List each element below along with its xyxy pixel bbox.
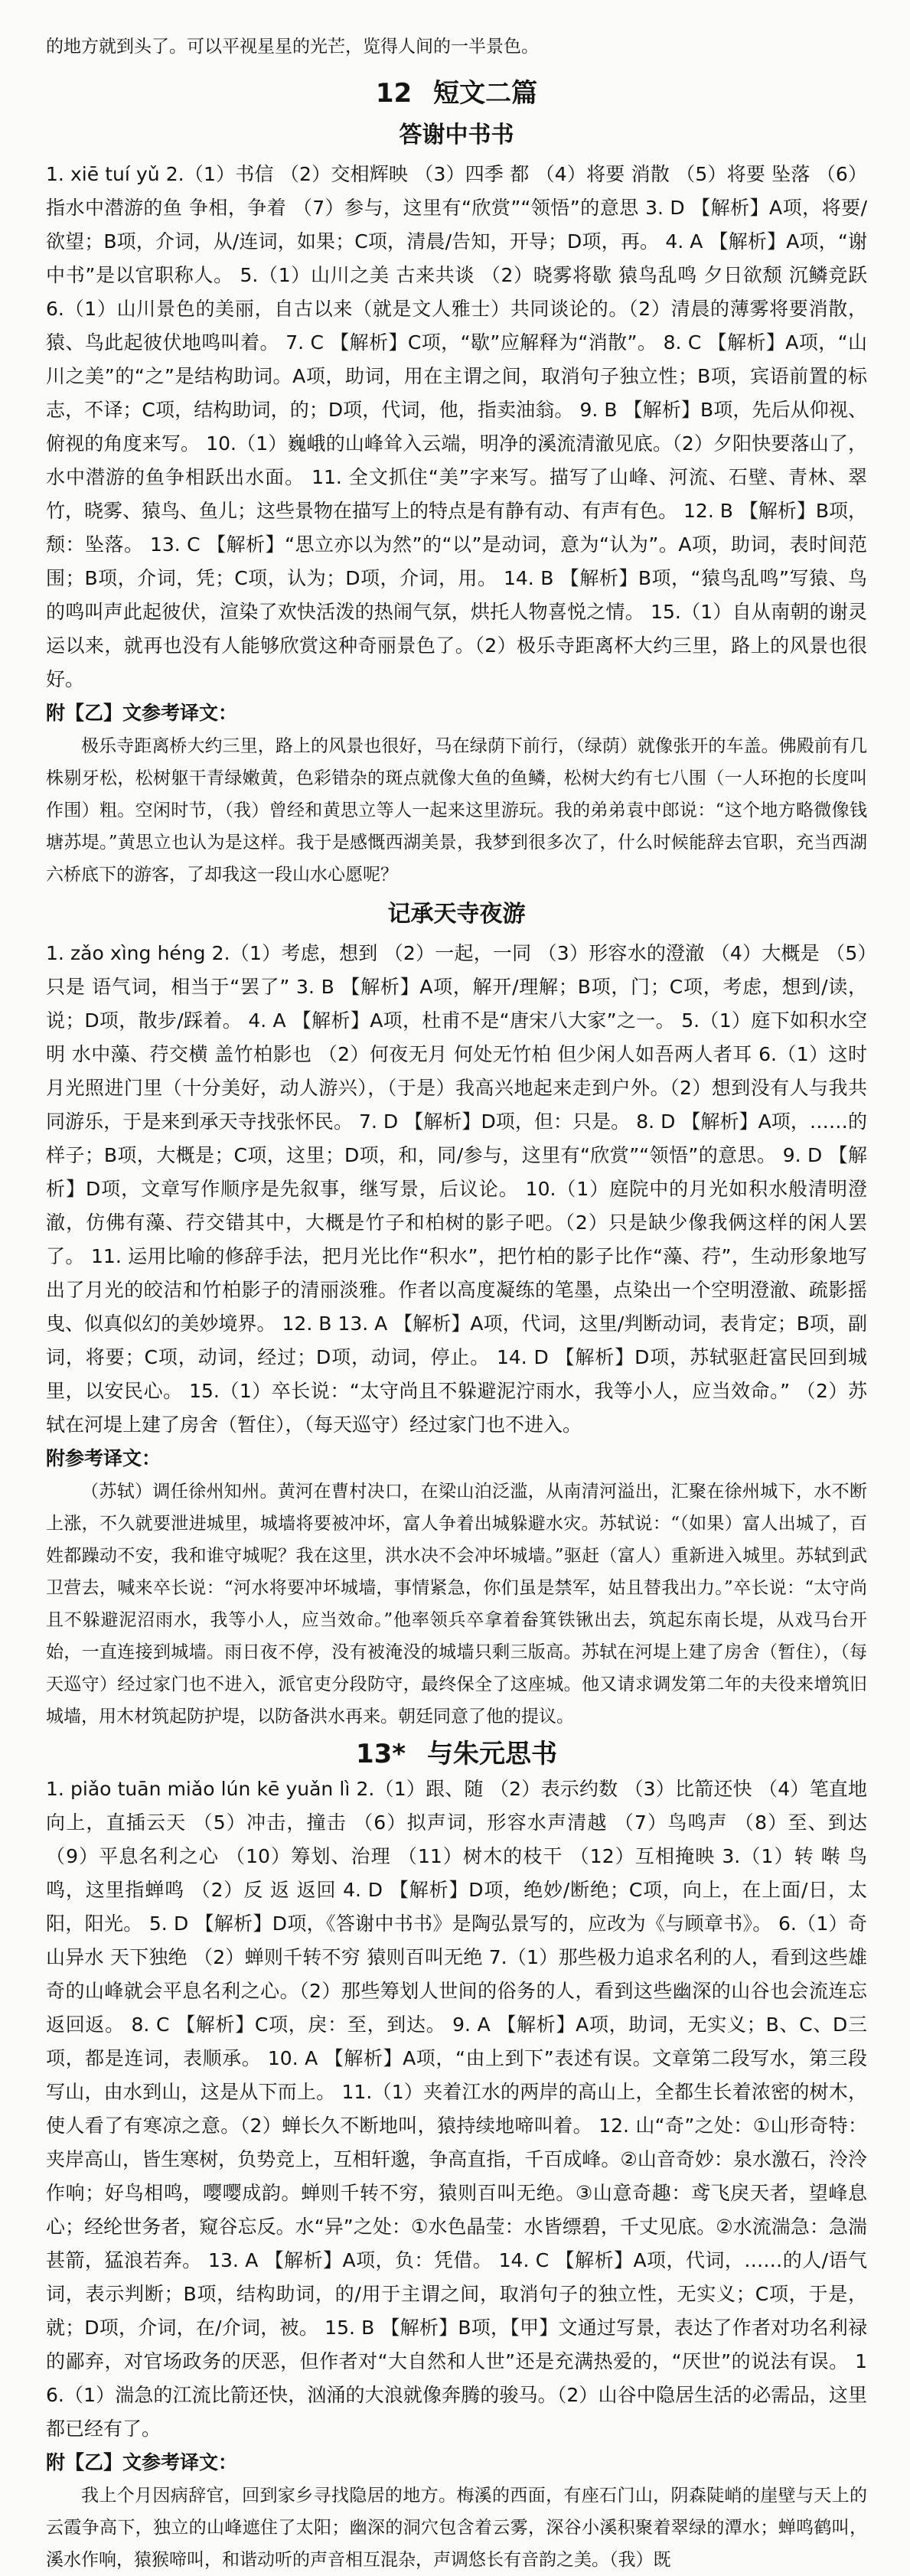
subtitle-da-xie-zhong-shu-shu: 答谢中书书 <box>399 122 514 148</box>
translation-text-1: 极乐寺距离桥大约三里，路上的风景也很好，马在绿荫下前行，（绿荫）就像张开的车盖。佛殿前有几株剔牙松，松树躯干青绿嫩黄，色彩错杂的斑点就像大鱼的鱼鳞，松树大约有七八围（一人环抱的长度叫作围）粗。空闲时节，（我）曾经和黄思立等人一起来这里游玩。我的弟弟袁中郎说：“这个地方略微像钱塘苏堤。”黄思立也认为是这样。我于是感慨西湖美景，我梦到很多次了，什么时候能辞去官职，充当西湖六桥底下的游客，了却我这一段山水心愿呢？ <box>46 736 867 885</box>
translation-heading-2: 附参考译文： <box>46 1447 161 1469</box>
translation-heading-3: 附【乙】文参考译文： <box>46 2451 238 2473</box>
translation-heading-1: 附【乙】文参考译文： <box>46 702 238 724</box>
answers-da-xie-zhong-shu-shu: 1. xiē tuí yǔ 2.（1）书信 （2）交相辉映 （3）四季 都 （4）将要 消散 （5）将要 坠落 （6）指水中潜游的鱼 争相，争着 （7）参与，这里有“欣赏”“领悟”的意思 3. D 【解析】A项，将要/欲望；B项，介词，从/连词，如果；C项，清晨/告知，开导；D项，再。 4. A 【解析】A项，“谢中书”是以官职称人。 5.（1）山川之美 古来共谈 （2）晓雾将歇 猿鸟乱鸣 夕日欲颓 沉鳞竞跃 6.（1）山川景色的美丽，自古以来（就是文人雅士）共同谈论的。（2）清晨的薄雾将要消散，猿、鸟此起彼伏地鸣叫着。 7. C 【解析】C项，“歇”应解释为“消散”。 8. C 【解析】A项，“山川之美”的“之”是结构助词。A项，助词，用在主谓之间，取消句子独立性；B项，宾语前置的标志，不译；C项，结构助词，的；D项，代词，他，指卖油翁。 9. B 【解析】B项，先后从仰视、俯视的角度来写。 10.（1）巍峨的山峰耸入云端，明净的溪流清澈见底。（2）夕阳快要落山了，水中潜游的鱼争相跃出水面。 11. 全文抓住“美”字来写。描写了山峰、河流、石壁、青林、翠竹，晓雾、猿鸟、鱼儿；这些景物在描写上的特点是有静有动、有声有色。 12. B 【解析】B项，颓：坠落。 13. C 【解析】“思立亦以为然”的“以”是动词，意为“认为”。A项，助词，表时间范围；B项，介词，凭；C项，认为；D项，介词，用。 14. B 【解析】B项，“猿鸟乱鸣”写猿、鸟的鸣叫声此起彼伏，渲染了欢快活泼的热闹气氛，烘托人物喜悦之情。 15.（1）自从南朝的谢灵运以来，就再也没有人能够欣赏这种奇丽景色了。（2）极乐寺距离杯大约三里，路上的风景也很好。 <box>46 163 867 690</box>
subtitle-ji-cheng-tian-si: 记承天寺夜游 <box>387 901 526 928</box>
section-12-name: 短文二篇 <box>433 78 538 109</box>
answers-ji-cheng-tian-si: 1. zǎo xìng héng 2.（1）考虑，想到 （2）一起，一同 （3）形容水的澄澈 （4）大概是 （5）只是 语气词，相当于“罢了” 3. B 【解析】A项，解开/理解；B项，门；C项，考虑，想到/读，说；D项，散步/踩着。 4. A 【解析】A项，杜甫不是“唐宋八大家”之一。 5.（1）庭下如积水空明 水中藻、荇交横 盖竹柏影也 （2）何夜无月 何处无竹柏 但少闲人如吾两人者耳 6.（1）这时月光照进门里（十分美好，动人游兴），（于是）我高兴地起来走到户外。（2）想到没有人与我共同游乐，于是来到承天寺找张怀民。 7. D 【解析】D项，但：只是。 8. D 【解析】A项，……的样子；B项，大概是；C项，这里；D项，和，同/参与，这里有“欣赏”“领悟”的意思。 9. D 【解析】D项，文章写作顺序是先叙事，继写景，后议论。 10.（1）庭院中的月光如积水般清明澄澈，仿佛有藻、荇交错其中，大概是竹子和柏树的影子吧。（2）只是缺少像我俩这样的闲人罢了。 11. 运用比喻的修辞手法，把月光比作“积水”，把竹柏的影子比作“藻、荇”，生动形象地写出了月光的皎洁和竹柏影子的清丽淡雅。作者以高度凝练的笔墨，点染出一个空明澄澈、疏影摇曳、似真似幻的美妙境界。 12. B 13. A 【解析】A项，代词，这里/判断动词，表肯定；B项，副词，将要；C项，动词，经过；D项，动词，停止。 14. D 【解析】D项，苏轼驱赶富民回到城里，以安民心。 15.（1）卒长说：“太守尚且不躲避泥泞雨水，我等小人，应当效命。” （2）苏轼在河堤上建了房舍（暂住），（每天巡守）经过家门也不进入。 <box>46 942 867 1436</box>
translation-text-3: 我上个月因病辞官，回到家乡寻找隐居的地方。梅溪的西面，有座石门山，阴森陡峭的崖壁与天上的云霞争高下，独立的山峰遮住了太阳；幽深的洞穴包含着云雾，深谷小溪积聚着翠绿的潭水；蝉鸣鹤叫，溪水作响，猿猴啼叫，和谐动听的声音相互混杂，声调悠长有音韵之美。（我）既 <box>46 2486 867 2570</box>
section-12-title <box>46 75 867 112</box>
continued-translation-text: 的地方就到头了。可以平视星星的光芒，览得人间的一半景色。 <box>46 37 539 57</box>
answers-yu-zhu-yuan-si-shu: 1. piǎo tuān miǎo lún kē yuǎn lì 2.（1）跟、随 （2）表示约数 （3）比箭还快 （4）笔直地向上，直插云天 （5）冲击，撞击 （6）拟声词，形容水声清越 （7）鸟鸣声 （8）至、到达 （9）平息名利之心 （10）筹划、治理 （11）树木的枝干 （12）互相掩映 3.（1）转 啭 鸟鸣，这里指蝉鸣 （2）反 返 返回 4. D 【解析】D项，绝妙/断绝；C项，向上，在上面/日，太阳，阳光。 5. D 【解析】D项，《答谢中书书》是陶弘景写的，应改为《与顾章书》。 6.（1）奇山异水 天下独绝 （2）蝉则千转不穷 猿则百叫无绝 7.（1）那些极力追求名利的人，看到这些雄奇的山峰就会平息名利之心。（2）那些筹划人世间的俗务的人，看到这些幽深的山谷也会流连忘返回返。 8. C 【解析】C项，戾：至，到达。 9. A 【解析】A项，助词，无实义；B、C、D三项，都是连词，表顺承。 10. A 【解析】A项，“由上到下”表述有误。文章第二段写水，第三段写山，由水到山，这是从下而上。 11.（1）夹着江水的两岸的高山上，全都生长着浓密的树木，使人看了有寒凉之意。（2）蝉长久不断地叫，猿持续地啼叫着。 12. 山“奇”之处：①山形奇特：夹岸高山，皆生寒树，负势竞上，互相轩邈，争高直指，千百成峰。②山音奇妙：泉水激石，泠泠作响；好鸟相鸣，嘤嘤成韵。蝉则千转不穷，猿则百叫无绝。③山意奇趣：鸢飞戾天者，望峰息心；经纶世务者，窥谷忘反。水“异”之处：①水色晶莹：水皆缥碧，千丈见底。②水流湍急：急湍甚箭，猛浪若奔。 13. A 【解析】A项，负：凭借。 14. C 【解析】A项，代词，……的人/语气词，表示判断；B项，结构助词，的/用于主谓之间，取消句子的独立性，无实义；C项，于是，就；D项，介词，在/介词，被。 15. B 【解析】B项，【甲】文通过写景，表达了作者对功名利禄的鄙弃，对官场政务的厌恶，但作者对“大自然和人世”还是充满热爱的，“厌世”的说法有误。 16.（1）湍急的江流比箭还快，汹涌的大浪就像奔腾的骏马。（2）山谷中隐居生活的必需品，这里都已经有了。 <box>46 1778 867 2440</box>
section-12-number: 12 <box>375 78 413 109</box>
section-13-title <box>46 1736 867 1772</box>
translation-text-2: （苏轼）调任徐州知州。黄河在曹村决口，在梁山泊泛滥，从南清河溢出，汇聚在徐州城下，水不断上涨，不久就要泄进城里，城墙将要被冲坏，富人争着出城躲避水灾。苏轼说：“（如果）富人出城了，百姓都躁动不安，我和谁守城呢？我在这里，洪水决不会冲坏城墙。”驱赶（富人）重新进入城里。苏轼到武卫营去，喊来卒长说：“河水将要冲坏城墙，事情紧急，你们虽是禁军，姑且替我出力。”卒长说：“太守尚且不躲避泥沼雨水，我等小人，应当效命。”他率领兵卒拿着畚箕铁锹出去，筑起东南长堤，从戏马台开始，一直连接到城墙。雨日夜不停，没有被淹没的城墙只剩三版高。苏轼在河堤上建了房舍（暂住），（每天巡守）经过家门也不进入，派官吏分段防守，最终保全了这座城。他又请求调发第二年的夫役来增筑旧城墙，用木材筑起防护堤，以防备洪水再来。朝廷同意了他的提议。 <box>46 1482 867 1727</box>
section-13-number: 13* <box>355 1739 406 1769</box>
section-13-name: 与朱元思书 <box>427 1739 558 1769</box>
